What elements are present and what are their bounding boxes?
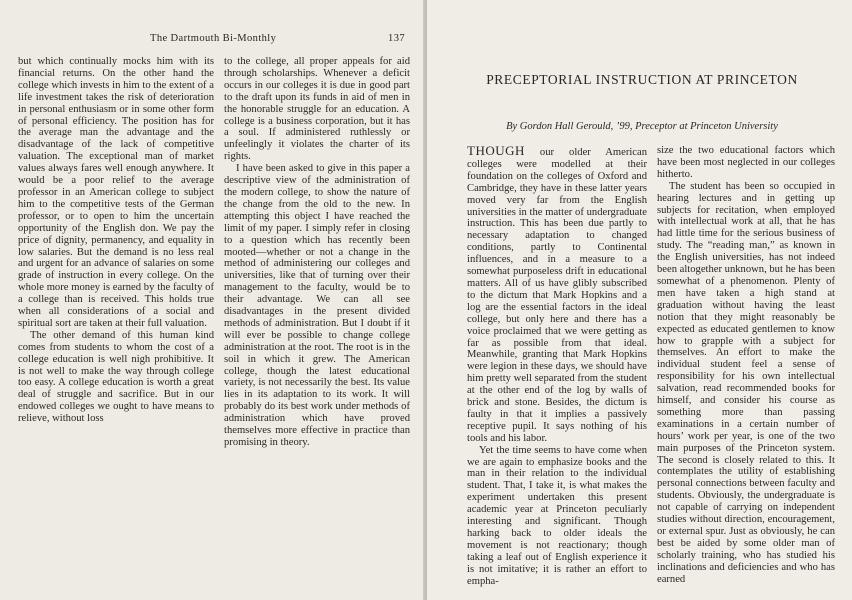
- journal-title: The Dartmouth Bi-Monthly: [150, 33, 277, 44]
- paragraph: size the two educational factors which have been most neglected in our colleges hitherto.: [657, 145, 835, 180]
- paragraph: but which continually mocks him with its financial returns. On the other hand the college which invests in him to the extent of a life investment takes the risk of deterioration in personal enthusiasm or in some other form of personal efficiency. The position has for the average man the advantage and the disadvantage of the lack of competitive valuation. The exceptional man of market values always fares well enough anywhere. It would be a poor relief to the average professor in an American college to subject him to the competitive tests of the German professor, or to open to him the uncertain opportunity of the English don. We pay the price of dignity, permanency, and equality in low salaries. But the demand is no less real and urgent for an advance of salaries on some grade of instruction in every college. On the whole more money is earned by the faculty of a college than is received. This holds true when all considerations of a social and spiritual sort are taken at their full valuation.: [18, 56, 214, 329]
- paragraph: The other demand of this human kind comes from students to whom the cost of a college education is well nigh prohibitive. It is not well to make the way through college too easy. A college education is worth a great deal of struggle and sacrifice. But in our endowed colleges we ought to have means to relieve, without loss: [18, 329, 214, 425]
- running-head: [150, 33, 405, 44]
- article-byline: By Gordon Hall Gerould, ’99, Preceptor at Princeton University: [506, 121, 778, 132]
- right-column-2: [657, 145, 835, 586]
- left-page: [0, 0, 425, 600]
- drop-cap-word: THOUGH: [467, 143, 525, 158]
- article-title: PRECEPTORIAL INSTRUCTION AT PRINCETON: [486, 72, 798, 87]
- page-number: 137: [388, 33, 405, 44]
- right-column-1: [467, 145, 647, 588]
- left-column-1: [18, 56, 214, 425]
- paragraph: The student has been so occupied in hearing lectures and in getting up subjects for recitation, when employed with intellectual work at all, that he has had little time for the serious business of study. The “reading man,” as known in the English universities, has not indeed been altogether unknown, but he has been somewhat of a phenomenon. Plenty of men have taken a high stand at graduation without having the least notion that they might reasonably be expected as educated gentlemen to know how to grapple with a subject for themselves. An effort to make the individual student feel a sense of responsibility for his own intellectual salvation, read recommended books for himself, and consider his course as something more than passing examinations in a certain number of hours’ work per year, is one of the two main purposes of the Princeton system. The second is closely related to this. It contemplates the utility of establishing personal connections between faculty and students. Obviously, the undergraduate is not capable of carrying on independent studies without direction, encouragement, or external spur. Just as obviously, he can best be aided by some older man of scholarly training, who has studied his inclinations and deficiencies and who has earned: [657, 180, 835, 585]
- opening-paragraph: [467, 145, 647, 445]
- left-column-2: [224, 56, 410, 449]
- paragraph: Yet the time seems to have come when we are again to emphasize books and the man in their relation to the individual student. That, I take it, is what makes the experiment undertaken this present academic year at Princeton peculiarly interesting and significant. Though harking back to older ideals the movement is not reactionary; though taking a leaf out of English experience it is not imitative; it is rather an effort to empha-: [467, 444, 647, 587]
- paragraph: I have been asked to give in this paper a descriptive view of the administration of the modern college, to show the nature of the change from the old to the new. In attempting this object I have reached the limit of my paper. I simply refer in closing to a question which has recently been mooted—whether or not a change in the method of administering our colleges and universities, like that of turning over their management to the faculty, would be to their advantage. We can all see disadvantages in the present divided methods of administration. But I doubt if it will ever be possible to change college administration at the root. The root is in the soil in which it grew. The American college, though the latest educational variety, is not necessarily the best. Its value lies in its adaptation to its work. It will probably do its best work under methods of administration which have proved themselves more effective in practice than promising in theory.: [224, 163, 410, 448]
- paragraph-text: our older American colleges were modelled at their foundation on the colleges of Oxford and Cambridge, they have in these latter years moved very far from the English universities in the matter of undergraduate instruction. This has been due partly to necessary adaptation to changed conditions, partly to Continental influences, and in a measure to a somewhat purposeless drift in educational matters. All of us have glibly subscribed to the dictum that Mark Hopkins and a log are the essential factors in the ideal college, but only here and there has a voice proclaimed that we were getting as far as possible from that ideal. Meanwhile, granting that Mark Hopkins were legion in these days, we should have him pretty well separated from the student at the other end of the log by walls of brick and stone. Besides, the dictum is faulty in that it implies a passively receptive pupil. It says nothing of his tools and his labor.: [467, 147, 647, 444]
- paragraph: to the college, all proper appeals for aid through scholarships. Whenever a deficit occurs in our colleges it is due in good part to the draft upon its funds in aid of men in the honorable struggle for an education. A college is a business corporation, but it has a soul. If administered ruthlessly or unfeelingly it violates the charter of its rights.: [224, 56, 410, 163]
- right-page: [427, 0, 852, 600]
